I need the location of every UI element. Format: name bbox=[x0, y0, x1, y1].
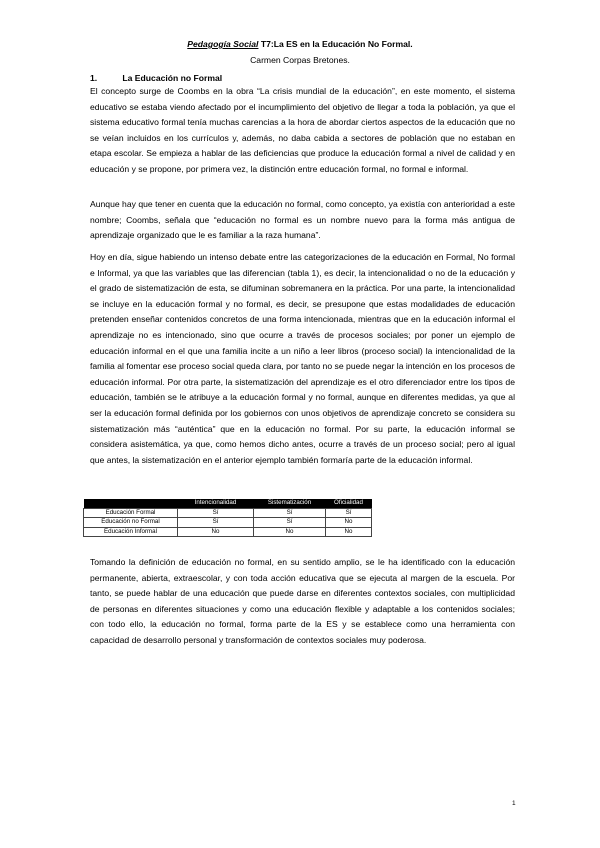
table-header-cell bbox=[84, 499, 178, 508]
table-cell: Sí bbox=[178, 518, 254, 528]
table-header-cell: Oficialidad bbox=[326, 499, 372, 508]
table-cell: No bbox=[178, 527, 254, 537]
table-cell: Sí bbox=[254, 518, 326, 528]
section-number: 1. bbox=[90, 73, 98, 83]
table-header-row bbox=[84, 499, 372, 508]
document-title bbox=[0, 39, 600, 50]
table-cell: Sí bbox=[326, 508, 372, 518]
education-types-table bbox=[83, 499, 372, 537]
title-text: T7:La ES en la Educación No Formal. bbox=[258, 39, 413, 49]
subject-label: Pedagogía Social bbox=[187, 39, 259, 49]
paragraph: Aunque hay que tener en cuenta que la educación no formal, como concepto, ya existía con anterioridad a este nombre; Coombs, señala que “educación no formal es un nombre nuevo para la forma más antigua de aprendizaje organizado que le es familiar a la raza humana”. bbox=[90, 199, 515, 241]
table-cell: Educación no Formal bbox=[84, 518, 178, 528]
table-cell: No bbox=[326, 518, 372, 528]
section-title: La Educación no Formal bbox=[122, 73, 223, 83]
section-heading bbox=[90, 73, 510, 84]
paragraph: Tomando la definición de educación no formal, en su sentido amplio, se le ha identificado con la educación permanente, abierta, extraescolar, y con toda acción educativa que se ejecuta al margen de la escuela. Por tanto, se puede hablar de una educación que puede darse en diferentes contextos sociales, con multiplicidad de personas en diferentes situaciones y como una educación flexible y adaptable a los contenidos sociales; con todo ello, la educación no formal, forma parte de la ES y se establece como una herramienta con capacidad de desarrollo personal y transformación de contextos sociales muy poderosa. bbox=[90, 557, 515, 645]
table-row bbox=[84, 508, 372, 518]
paragraph: El concepto surge de Coombs en la obra “La crisis mundial de la educación”, en este momento, el sistema educativo se estaba viendo afectado por el incumplimiento del objetivo de llegar a toda la población, ya que el sistema educativo formal tenía muchas carencias a la hora de abordar ciertos aspectos de la educación que no se veían incluidos en los currículos y, además, no daba cabida a sectores de población que no estaban en etapa escolar. Se empieza a hablar de las deficiencias que produce la educación formal a nivel de calidad y en educación y se propone, por primera vez, la distinción entre educación formal, no formal e informal. bbox=[90, 86, 515, 174]
table-cell: No bbox=[326, 527, 372, 537]
page-number: 1 bbox=[512, 800, 516, 807]
table-row bbox=[84, 518, 372, 528]
table-cell: Sí bbox=[178, 508, 254, 518]
table-cell: Sí bbox=[254, 508, 326, 518]
paragraph: Hoy en día, sigue habiendo un intenso debate entre las categorizaciones de la educación en Formal, No formal e Informal, ya que las variables que las diferencian (tabla 1), es decir, la intencionalidad o no de la educación y el grado de sistematización de esta, se difuminan sobremanera en la práctica. Por una parte, la intencionalidad se incluye en la educación formal y no formal, es decir, se presupone que estas modalidades de educación pretenden enseñar contenidos concretos de una forma intencionada, mientras que en la educación informal el aprendizaje no es intencionado, sino que ocurre a través de procesos sociales; por poner un ejemplo de educación informal en el que una familia incite a un niño a leer libros (proceso social) la intencionalidad de la familia al fomentar ese proceso social queda clara, por tanto no se puede negar la intención en los procesos de educación informal. Por otra parte, la sistematización del aprendizaje es el otro diferenciador entre los tipos de educación, también se le atribuye a la educación formal y no formal, aunque en diferentes medidas, ya que al ser la educación formal definida por los gobiernos con unos objetivos de aprendizaje concreto se considera su sistematización más “auténtica” que en la educación no formal. Por su parte, la educación informal se considera asistemática, ya que, como hemos dicho antes, ocurre a través de un proceso social; pero al igual que antes, la sistematización en el anterior ejemplo también formaría parte de la educación informal. bbox=[90, 252, 515, 465]
table-cell: No bbox=[254, 527, 326, 537]
table-row bbox=[84, 527, 372, 537]
table-header-cell: Intencionalidad bbox=[178, 499, 254, 508]
table-header-cell: Sistematización bbox=[254, 499, 326, 508]
author-name: Carmen Corpas Bretones. bbox=[250, 55, 350, 65]
table-cell: Educación Informal bbox=[84, 527, 178, 537]
table-cell: Educación Formal bbox=[84, 508, 178, 518]
